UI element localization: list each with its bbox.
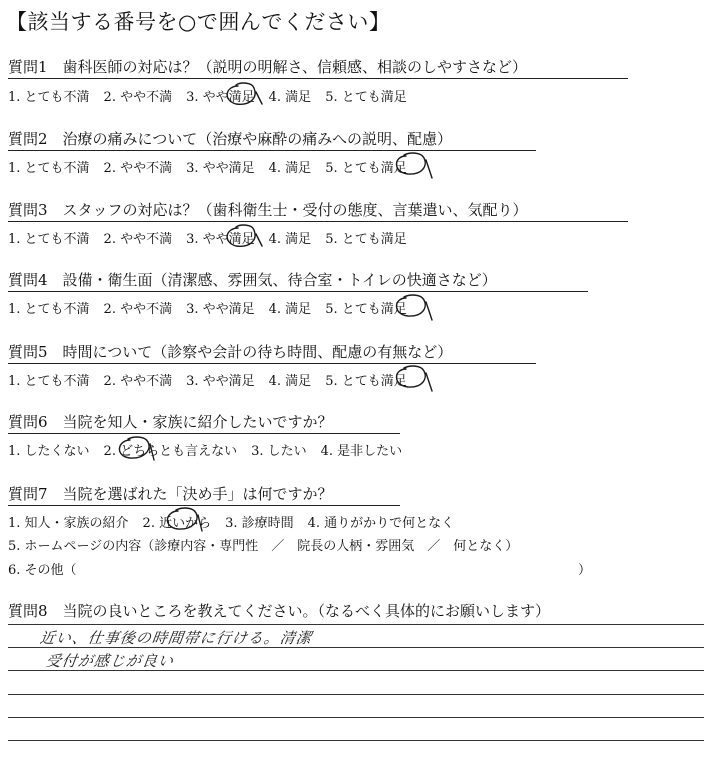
question-1-options	[8, 86, 421, 105]
question-3-underline	[8, 221, 628, 222]
q6-option-2[interactable]: 2. どちらとも言えない	[103, 444, 238, 459]
q3-option-1[interactable]: 1. とても不満	[8, 232, 90, 247]
q6-option-3[interactable]: 3. したい	[251, 444, 307, 459]
question-5-underline	[8, 363, 536, 364]
question-2-label: 質問2 治療の痛みについて（治療や麻酔の痛みへの説明、配慮）	[8, 130, 452, 148]
question-5-options	[8, 370, 421, 389]
q3-option-3[interactable]: 3. やや満足	[186, 232, 255, 247]
q7-option-6-close: ）	[578, 563, 592, 578]
q2-option-5[interactable]: 5. とても満足	[325, 161, 407, 176]
q5-option-1[interactable]: 1. とても不満	[8, 374, 90, 389]
q1-option-2[interactable]: 2. やや不満	[103, 90, 173, 105]
q2-option-1[interactable]: 1. とても不満	[8, 161, 90, 176]
q1-option-1[interactable]: 1. とても不満	[8, 90, 90, 105]
question-1-underline	[8, 78, 628, 79]
answer-line-6	[8, 740, 704, 741]
question-3-options	[8, 228, 421, 247]
question-3-label: 質問3 スタッフの対応は？（歯科衛生士・受付の態度、言葉遣い、気配り）	[8, 201, 528, 219]
q7-option-2[interactable]: 2. 近いから	[142, 516, 212, 531]
q7-option-5[interactable]: 5. ホームページの内容（診療内容・専門性 ／ 院長の人柄・雰囲気 ／ 何となく）	[8, 539, 519, 554]
q6-option-1[interactable]: 1. したくない	[8, 444, 90, 459]
answer-line-4	[8, 694, 704, 695]
q2-option-3[interactable]: 3. やや満足	[186, 161, 255, 176]
q7-option-4[interactable]: 4. 通りがかりで何となく	[307, 516, 455, 531]
question-7-underline	[8, 505, 400, 506]
question-6-underline	[8, 433, 400, 434]
q4-option-4[interactable]: 4. 満足	[268, 302, 312, 317]
question-6-label: 質問6 当院を知人・家族に紹介したいですか？	[8, 413, 333, 431]
q3-option-4[interactable]: 4. 満足	[268, 232, 312, 247]
q4-option-3[interactable]: 3. やや満足	[186, 302, 255, 317]
q7-option-6[interactable]: 6. その他（	[8, 563, 77, 578]
question-7-options	[8, 512, 468, 531]
page-title: 【該当する番号を○で囲んでください】	[6, 10, 391, 34]
answer-handwriting-1[interactable]: 近い、仕事後の時間帯に行ける。清潔	[38, 629, 314, 647]
q7-option-1[interactable]: 1. 知人・家族の紹介	[8, 516, 129, 531]
answer-line-5	[8, 717, 704, 718]
q4-option-2[interactable]: 2. やや不満	[103, 302, 173, 317]
q7-option-3[interactable]: 3. 診療時間	[225, 516, 294, 531]
question-4-options	[8, 298, 421, 317]
question-7-label: 質問7 当院を選ばれた「決め手」は何ですか？	[8, 485, 333, 503]
question-8-label: 質問8 当院の良いところを教えてください。（なるべく具体的にお願いします）	[8, 602, 551, 620]
q5-option-2[interactable]: 2. やや不満	[103, 374, 173, 389]
q3-option-5[interactable]: 5. とても満足	[325, 232, 407, 247]
q5-option-4[interactable]: 4. 満足	[268, 374, 312, 389]
question-4-label: 質問4 設備・衛生面（清潔感、雰囲気、待合室・トイレの快適さなど）	[8, 271, 497, 289]
q5-option-3[interactable]: 3. やや満足	[186, 374, 255, 389]
question-5-label: 質問5 時間について（診察や会計の待ち時間、配慮の有無など）	[8, 343, 453, 361]
answer-handwriting-2[interactable]: 受付が感じが良い	[44, 652, 176, 670]
q1-option-4[interactable]: 4. 満足	[268, 90, 312, 105]
q2-option-2[interactable]: 2. やや不満	[103, 161, 173, 176]
q3-option-2[interactable]: 2. やや不満	[103, 232, 173, 247]
question-6-options	[8, 440, 416, 459]
q5-option-5[interactable]: 5. とても満足	[325, 374, 407, 389]
q4-option-1[interactable]: 1. とても不満	[8, 302, 90, 317]
question-1-label: 質問1 歯科医師の対応は？（説明の明解さ、信頼感、相談のしやすさなど）	[8, 58, 527, 76]
question-2-options	[8, 157, 421, 176]
q4-option-5[interactable]: 5. とても満足	[325, 302, 407, 317]
q6-option-4[interactable]: 4. 是非したい	[320, 444, 403, 459]
question-4-underline	[8, 291, 588, 292]
q2-option-4[interactable]: 4. 満足	[268, 161, 312, 176]
q1-option-5[interactable]: 5. とても満足	[325, 90, 407, 105]
q1-option-3[interactable]: 3. やや満足	[186, 90, 255, 105]
answer-line-1	[8, 624, 704, 625]
question-2-underline	[8, 150, 536, 151]
